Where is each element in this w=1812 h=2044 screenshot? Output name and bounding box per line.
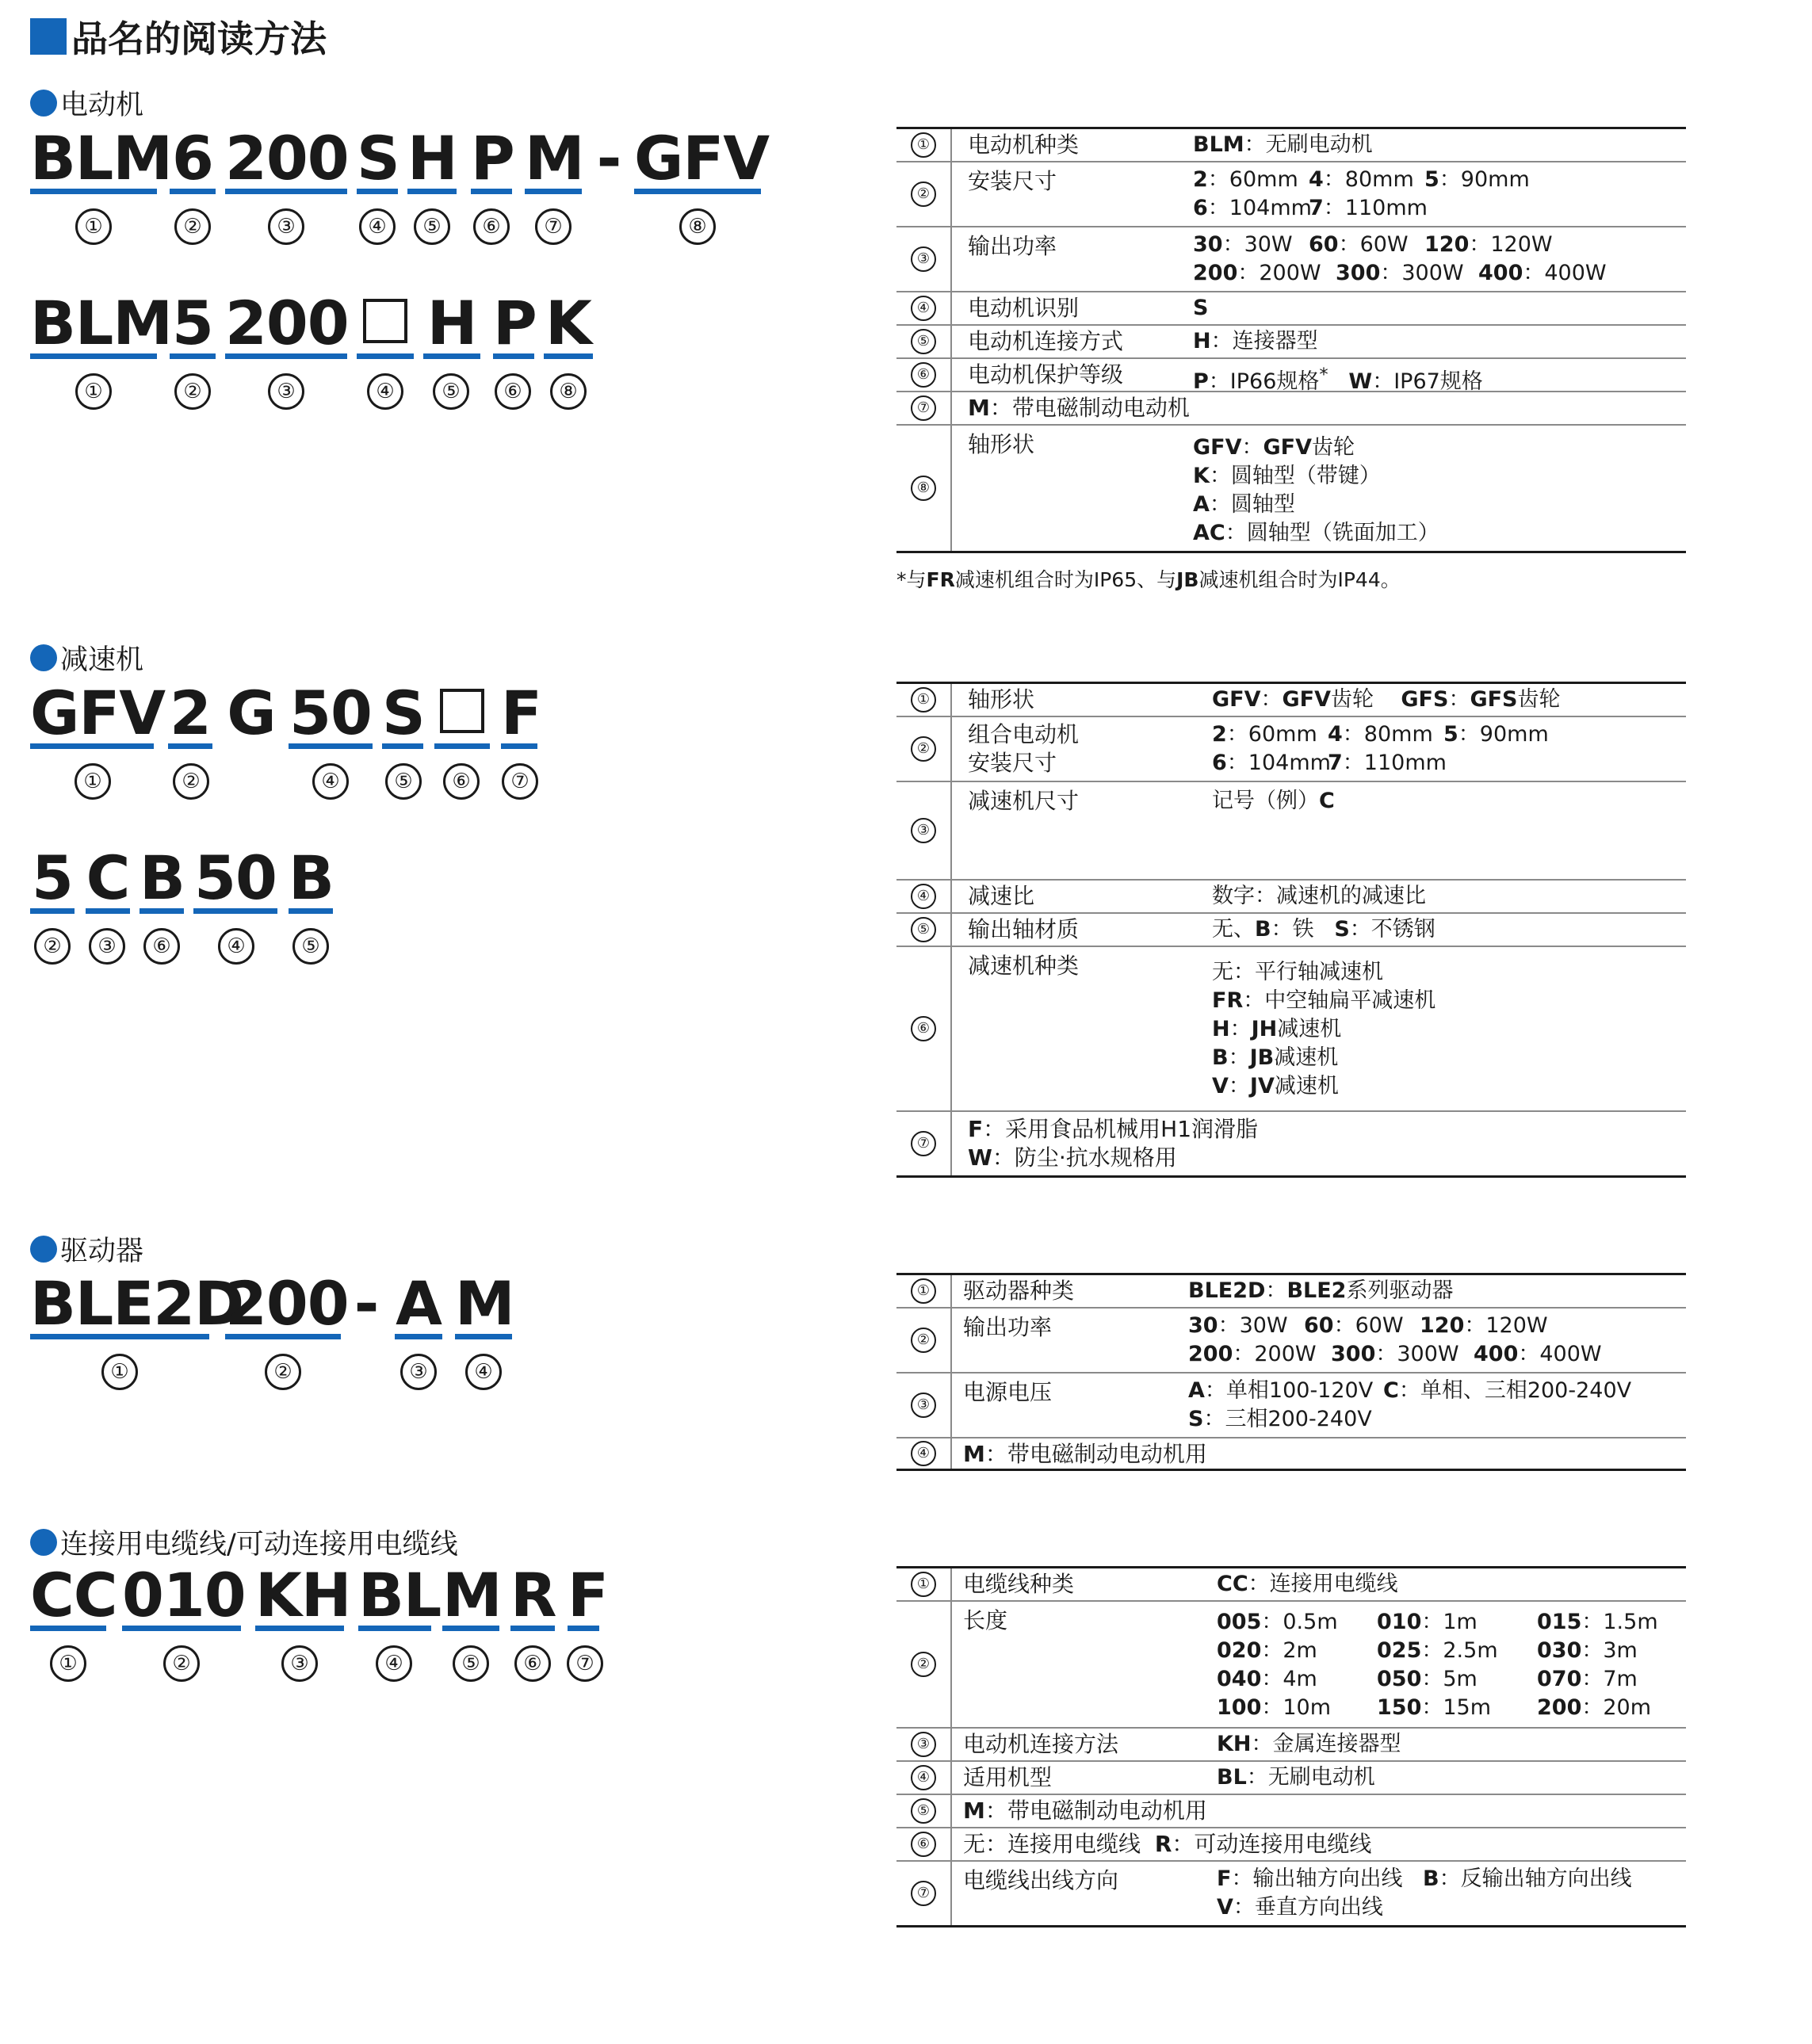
ref-number: ②: [174, 373, 211, 410]
ref-number: ③: [89, 928, 125, 965]
pn-seg: 50: [194, 842, 277, 913]
ref-number: ②: [34, 928, 71, 965]
table-row: [896, 357, 1686, 394]
row-label: 电动机识别: [968, 295, 1080, 321]
row-value: S: [1193, 296, 1209, 320]
pn-seg: B: [289, 842, 334, 913]
section-title: 驱动器: [60, 1236, 144, 1267]
footnote: *与FR减速机组合时为IP65、与JB减速机组合时为IP44。: [896, 568, 1401, 591]
ref-number: ⑥: [514, 1645, 551, 1682]
row-value: H：连接器型: [1193, 329, 1318, 353]
pn-seg: GFV: [30, 678, 166, 748]
row-value: 无：连接用电缆线 R：可动连接用电缆线: [963, 1831, 1372, 1857]
row-value: 数字：减速机的减速比: [1212, 884, 1426, 908]
row-label: 电源电压: [963, 1379, 1053, 1405]
table-row: [896, 324, 1686, 357]
table-row: ② 组合电动机 安装尺寸 2：60mm 4：80mm 5：90mm 6：104mm 7：110mm: [896, 716, 1686, 781]
pn-seg: F: [568, 1560, 608, 1630]
driver-table: [896, 1273, 1686, 1471]
table-row: ⑦ F：采用食品机械用H1润滑脂 W：防尘·抗水规格用: [896, 1110, 1686, 1175]
pn-seg: 6: [170, 123, 216, 194]
ref-number: ①: [101, 1354, 138, 1390]
pn-seg: M: [442, 1560, 502, 1630]
table-row: ③ 电源电压 A：单相100-120V C：单相、三相200-240V S：三相200-240V: [896, 1372, 1686, 1437]
table-row: ⑦ 电缆线出线方向 F：输出轴方向出线 B：反输出轴方向出线 V：垂直方向出线: [896, 1860, 1686, 1925]
row-number: ①: [911, 687, 936, 713]
row-number: ⑥: [911, 362, 936, 388]
bullet-icon: [30, 1236, 57, 1263]
pn-seg: K: [544, 288, 593, 359]
row-number: ⑦: [911, 1881, 936, 1906]
row-value: M：带电磁制动电动机用: [963, 1441, 1207, 1467]
ref-number: ⑥: [443, 763, 480, 800]
pn-seg: BL: [358, 1560, 442, 1630]
row-value: P：IP66规格* W：IP67规格: [1193, 365, 1483, 394]
row-label: 减速机种类: [968, 953, 1080, 979]
row-number: ⑤: [911, 1798, 936, 1824]
row-label: 安装尺寸: [968, 168, 1057, 194]
row-number: ④: [911, 296, 936, 321]
pn-seg: S: [382, 678, 425, 748]
ref-number: ⑤: [292, 928, 329, 965]
ref-number: ④: [218, 928, 254, 965]
page-title-text: 品名的阅读方法: [71, 17, 327, 60]
row-number: ⑦: [911, 1131, 936, 1156]
pn-seg: M: [525, 123, 584, 193]
pn-seg: G: [227, 678, 276, 748]
row-number: ④: [911, 884, 936, 909]
pn-seg: 010: [122, 1560, 246, 1630]
ref-number: ④: [376, 1645, 412, 1682]
ref-number: ①: [50, 1645, 86, 1682]
section-gear: [30, 640, 143, 675]
table-row: [896, 781, 1686, 879]
row-number: ②: [911, 1652, 936, 1677]
row-label: 轴形状: [968, 686, 1035, 713]
ref-number: ⑧: [679, 208, 716, 245]
pn-seg: M: [455, 1268, 514, 1339]
table-row: ⑥ 减速机种类 无：平行轴减速机 FR：中空轴扁平减速机 H：JH减速机 B：JB减速机 V：JV减速机: [896, 946, 1686, 1110]
ref-number: ⑤: [453, 1645, 489, 1682]
table-row: ③ 输出功率 30：30W 60：60W 120：120W 200：200W 300：300W 400：400W: [896, 226, 1686, 291]
ref-number: ②: [174, 208, 211, 245]
row-label: 输出功率: [968, 233, 1057, 259]
row-value: KH：金属连接器型: [1217, 1732, 1401, 1756]
ref-number: ⑦: [535, 208, 572, 245]
pn-seg: H: [423, 288, 480, 359]
page-title: [30, 14, 327, 59]
ref-number: ④: [367, 373, 403, 410]
row-number: ⑥: [911, 1016, 936, 1041]
pn-dash: -: [354, 1268, 379, 1339]
row-number: ⑦: [911, 395, 936, 421]
row-label: 减速机尺寸: [968, 788, 1080, 814]
table-row: [896, 879, 1686, 912]
row-number: ③: [911, 1732, 936, 1757]
bullet-icon: [30, 644, 57, 671]
section-cable: [30, 1525, 458, 1560]
row-value: BLM：无刷电动机: [1193, 132, 1373, 157]
row-label: 适用机型: [963, 1764, 1053, 1790]
ref-number: ⑤: [385, 763, 422, 800]
pn-dash: -: [596, 123, 621, 193]
row-label: 电缆线出线方向: [963, 1867, 1119, 1893]
ref-number: ⑥: [143, 928, 180, 965]
ref-number: ⑥: [473, 208, 510, 245]
row-number: ②: [911, 181, 936, 207]
bullet-icon: [30, 90, 57, 117]
ref-number: ②: [163, 1645, 200, 1682]
table-row: [896, 1727, 1686, 1760]
pn-seg: GFV: [634, 123, 770, 193]
row-number: ③: [911, 818, 936, 843]
pn-seg: 2: [168, 678, 212, 749]
table-row: [896, 391, 1686, 424]
pn-seg: S: [357, 123, 399, 193]
table-row: ⑧ 轴形状 GFV：GFV齿轮 K：圆轴型（带键） A：圆轴型 AC：圆轴型（铣面加工）: [896, 424, 1686, 551]
pn-seg: KH: [255, 1560, 351, 1630]
section-title: 电动机: [60, 90, 144, 121]
table-row: [896, 1568, 1686, 1600]
pn-seg: R: [510, 1560, 556, 1630]
pn-seg: B: [140, 842, 185, 913]
pn-seg: BLM: [30, 123, 172, 193]
row-label: 电动机种类: [968, 132, 1080, 158]
pn-seg: 5: [30, 842, 75, 914]
row-value: 无、B：铁 S：不锈钢: [1212, 917, 1435, 942]
row-label: 电动机连接方式: [968, 328, 1124, 354]
row-number: ⑤: [911, 329, 936, 354]
table-row: [896, 1827, 1686, 1860]
pn-seg: BLE2D: [30, 1268, 244, 1339]
row-number: ⑤: [911, 917, 936, 942]
pn-seg: C: [86, 842, 130, 913]
row-value: BLE2D：BLE2系列驱动器: [1188, 1278, 1454, 1303]
row-label: 轴形状: [968, 431, 1035, 457]
ref-number: ⑧: [550, 373, 587, 410]
gear-table: [896, 682, 1686, 1178]
ref-number: ⑤: [414, 208, 450, 245]
title-square-icon: [30, 18, 67, 55]
ref-number: ③: [268, 373, 304, 410]
ref-number: ①: [75, 208, 112, 245]
section-title: 减速机: [60, 644, 144, 676]
motor-table: [896, 127, 1686, 553]
table-row: [896, 912, 1686, 946]
ref-number: ①: [75, 763, 111, 800]
row-number: ⑥: [911, 1832, 936, 1857]
ref-number: ⑦: [567, 1645, 603, 1682]
row-value: 记号（例）C: [1212, 789, 1335, 813]
row-number: ①: [911, 132, 936, 158]
ref-number: ②: [265, 1354, 301, 1390]
ref-number: ②: [173, 763, 209, 800]
ref-number: ①: [75, 373, 112, 410]
table-row: [896, 1794, 1686, 1827]
row-value: M：带电磁制动电动机用: [963, 1798, 1207, 1824]
row-number: ⑧: [911, 476, 936, 501]
table-row: [896, 1760, 1686, 1794]
pn-seg: 200: [225, 1268, 349, 1339]
table-row: ② 长度 005：0.5m 010：1m 015：1.5m 020：2m 025：2.5m 030：3m 040：4m 050：5m 070：7m 100：10m 150：15m 200：20m: [896, 1600, 1686, 1727]
cable-table: [896, 1566, 1686, 1927]
pn-seg: CC: [30, 1560, 117, 1630]
pn-seg: 200: [225, 123, 349, 193]
table-row: ② 输出功率 30：30W 60：60W 120：120W 200：200W 300：300W 400：400W: [896, 1307, 1686, 1372]
row-number: ①: [911, 1572, 936, 1597]
pn-blank-box: [434, 678, 490, 749]
table-row: [896, 684, 1686, 716]
pn-seg: 200: [225, 288, 349, 358]
row-value: GFV：GFV齿轮 GFS：GFS齿轮: [1212, 687, 1561, 712]
row-label: 电动机连接方法: [963, 1731, 1119, 1757]
row-label: 电动机保护等级: [968, 361, 1124, 388]
row-number: ③: [911, 246, 936, 272]
row-value: CC：连接用电缆线: [1217, 1572, 1398, 1596]
pn-seg: P: [471, 123, 514, 193]
row-number: ①: [911, 1278, 936, 1304]
ref-number: ⑤: [433, 373, 469, 410]
ref-number: ③: [281, 1645, 318, 1682]
ref-number: ③: [400, 1354, 437, 1390]
pn-seg: A: [396, 1268, 442, 1339]
ref-number: ⑦: [502, 763, 538, 800]
row-label: 长度: [963, 1607, 1008, 1633]
section-motor: [30, 86, 143, 120]
ref-number: ④: [312, 763, 349, 800]
section-driver: [30, 1232, 143, 1267]
ref-number: ③: [268, 208, 304, 245]
ref-number: ④: [359, 208, 396, 245]
ref-number: ④: [465, 1354, 502, 1390]
row-label: 驱动器种类: [963, 1278, 1075, 1304]
row-label: 输出功率: [963, 1314, 1053, 1340]
table-row: [896, 291, 1686, 324]
pn-seg: 50: [289, 678, 372, 748]
pn-seg: P: [493, 288, 537, 358]
row-number: ②: [911, 736, 936, 762]
bullet-icon: [30, 1529, 57, 1556]
row-label: 电缆线种类: [963, 1571, 1075, 1597]
table-row: [896, 1437, 1686, 1469]
row-label: 减速比: [968, 883, 1035, 909]
row-label: 输出轴材质: [968, 916, 1080, 942]
pn-seg: F: [501, 678, 541, 748]
row-number: ②: [911, 1328, 936, 1353]
table-row: [896, 129, 1686, 161]
row-value: BL：无刷电动机: [1217, 1765, 1375, 1790]
pn-seg: 5: [170, 288, 216, 359]
row-value: M：带电磁制动电动机: [968, 395, 1190, 421]
pn-seg: BLM: [30, 288, 172, 358]
ref-number: ⑥: [495, 373, 531, 410]
table-row: [896, 1275, 1686, 1307]
pn-seg: H: [407, 123, 457, 193]
table-row: ② 安装尺寸 2：60mm 4：80mm 5：90mm 6：104mm 7：110mm: [896, 161, 1686, 226]
row-number: ④: [911, 1441, 936, 1466]
row-number: ③: [911, 1393, 936, 1418]
row-number: ④: [911, 1765, 936, 1790]
pn-blank-box: [357, 288, 414, 359]
section-title: 连接用电缆线/可动连接用电缆线: [60, 1529, 458, 1561]
